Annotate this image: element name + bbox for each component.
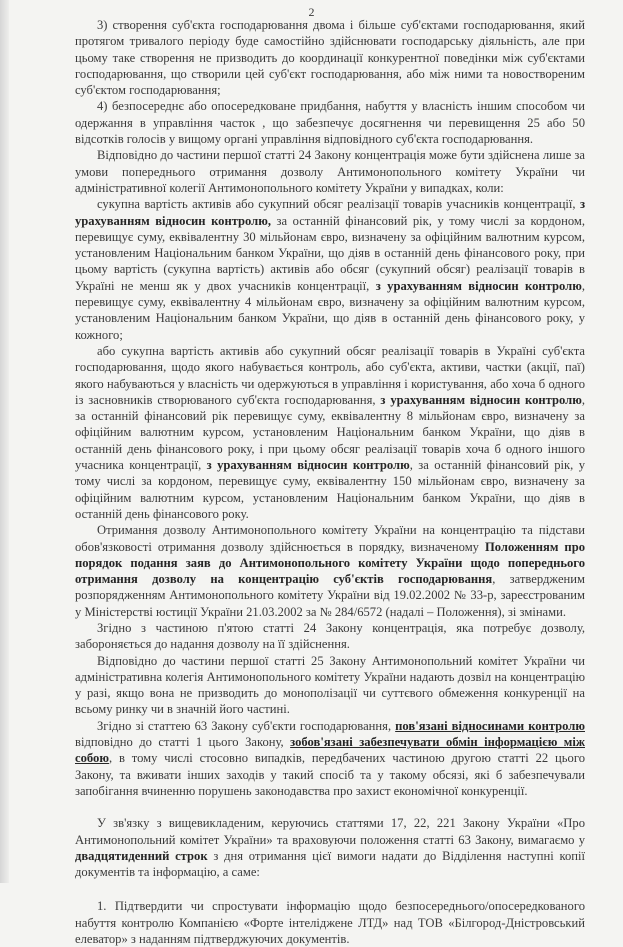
emphasized-text: пов'язані відносинами контролю bbox=[395, 718, 585, 733]
paragraph bbox=[75, 718, 585, 799]
paragraph bbox=[75, 147, 585, 196]
text-segment: 1. Підтвердити чи спростувати інформацію щодо безпосереднього/опосередкованого набуття контролю Компанією «Форте інтеліджене ЛТД» над ТОВ «Білгород-Дністровський елеватор» з наданням підтверджуючих документів. bbox=[75, 899, 585, 947]
paragraph bbox=[75, 815, 585, 880]
text-segment: за останній фінансовий рік, у тому числі за кордоном, перевищує суму, еквівалентну 30 мільйонам євро, визначену за офіційним валютним курсом, установленим Національним банком України, що діяв в останній день фінансового року, при цьому вартість (сукупна вартість) активів або обсяг (сукупний обсяг) реалізації товарів в Україні не менш як у двох учасників концентрації, bbox=[75, 213, 585, 293]
paragraph bbox=[75, 343, 585, 522]
text-segment: Згідно зі статтею 63 Закону суб'єкти господарювання, bbox=[97, 718, 396, 733]
text-segment: 4) безпосереднє або опосередковане придбання, набуття у власність іншим способом чи одержання в управління часток , що забезпечує досягнення чи перевищення 25 або 50 відсотків голосів у вищому органі управління відповідного суб'єкта господарювання. bbox=[75, 99, 585, 147]
emphasized-text: з урахуванням відносин контролю bbox=[380, 392, 582, 407]
text-segment: Відповідно до частини першої статті 24 Закону концентрація може бути здійснена лише за умови попереднього отримання дозволу Антимонопольного комітету України чи адміністративної колегії Антимонопольного комітету України у випадках, коли: bbox=[75, 148, 585, 195]
text-segment: , затвердженим розпорядженням Антимонопольного комітету України від 19.02.2002 № 33-р, зареєстрованим у Міністерстві юстиції України 21.03.2002 за № 284/6572 (надалі – Положення), зі змінами. bbox=[75, 572, 585, 619]
emphasized-text: зобов'язані забезпечувати обмін інформацією між собою bbox=[75, 735, 585, 766]
text-segment: Відповідно до частини першої статті 25 Закону Антимонопольний комітет України чи адміністративна колегія Антимонопольного комітету України надають дозвіл на концентрацію у разі, якщо вона не призводить до монополізації чи суттєвого обмеження конкуренції на всьому ринку чи в значній його частині. bbox=[75, 653, 585, 717]
document-body bbox=[75, 17, 585, 947]
paragraph bbox=[75, 98, 585, 147]
emphasized-text: з урахуванням відносин контролю, bbox=[75, 197, 585, 228]
emphasized-text: з урахуванням відносин контролю bbox=[206, 458, 410, 473]
text-segment: , за останній фінансовий рік, у тому числі за кордоном, перевищує суму, еквівалентну 150 мільйонам євро, визначену за офіційним валютним курсом, установленим Національним банком України, що діяв в останній день фінансового року. bbox=[75, 458, 585, 521]
emphasized-text: двадцятиденний строк bbox=[75, 848, 208, 863]
paragraph bbox=[75, 620, 585, 653]
text-segment: , в тому числі стосовно випадків, передбачених частиною другою статті 22 цього Закону, та вживати інших заходів у такий спосіб та у такому обсязі, які б забезпечували запобігання вчиненню порушень законодавства про захист економічної конкуренції. bbox=[75, 751, 585, 798]
paragraph bbox=[75, 653, 585, 718]
text-segment: Згідно з частиною п'ятою статті 24 Закону концентрація, яка потребує дозволу, забороняється до надання дозволу на її здійснення. bbox=[75, 620, 585, 652]
text-segment: або сукупна вартість активів або сукупний обсяг реалізації товарів в Україні суб'єкта господарювання, щодо якого набувається контроль, або суб'єкта, активи, частки (акції, паї) якого набуваються у власність чи одержуються в управління і користування, або хоча б одного із засновників створюваного суб'єкта господарювання, bbox=[75, 343, 585, 407]
paragraph bbox=[75, 196, 585, 343]
text-segment: , перевищує суму, еквівалентну 4 мільйонам євро, визначену за офіційним валютним курсом, установленим Національним банком України, що діяв в останній день фінансового року, у кожного; bbox=[75, 278, 585, 342]
emphasized-text: Положенням про порядок подання заяв до Антимонопольного комітету України щодо попереднього отримання дозволу на концентрацію суб'єктів господарювання bbox=[75, 539, 585, 587]
paragraph bbox=[75, 17, 585, 98]
text-segment: , за останній фінансовий рік перевищує суму, еквівалентну 8 мільйонам євро, визначену за офіційним валютним курсом, установленим Національним банком України, що діяв в останній день фінансового року, і при цьому обсяг реалізації товарів хоча б одного іншого учасника концентрації, bbox=[75, 392, 585, 473]
scan-edge bbox=[0, 0, 9, 883]
text-segment: У зв'язку з вищевикладеним, керуючись статтями 17, 22, 221 Закону України «Про Антимонопольний комітет України» та враховуючи положення статті 63 Закону, вимагаємо у bbox=[75, 816, 585, 847]
text-segment: 3) створення суб'єкта господарювання двома і більше суб'єктами господарювання, який протягом тривалого періоду буде самостійно здійснювати господарську діяльність, але при цьому таке створення не призводить до координації конкурентної поведінки між суб'єктами господарювання, що створили цей суб'єкт господарювання, або між ними та новоствореним суб'єктом господарювання; bbox=[75, 18, 585, 98]
page-number: 2 bbox=[308, 5, 315, 19]
text-segment: з дня отримання цієї вимоги надати до Відділення наступні копії документів та інформацію, а саме: bbox=[75, 848, 585, 880]
paragraph bbox=[75, 898, 585, 947]
text-segment: сукупна вартість активів або сукупний обсяг реалізації товарів учасників концентрації, bbox=[97, 197, 580, 212]
text-segment: відповідно до статті 1 цього Закону, bbox=[75, 735, 291, 750]
paragraph bbox=[75, 522, 585, 620]
text-segment: Отримання дозволу Антимонопольного комітету України на концентрацію та підстави обов'язковості отримання дозволу здійснюється в порядку, визначеному bbox=[75, 523, 585, 554]
emphasized-text: з урахуванням відносин контролю bbox=[375, 278, 582, 293]
